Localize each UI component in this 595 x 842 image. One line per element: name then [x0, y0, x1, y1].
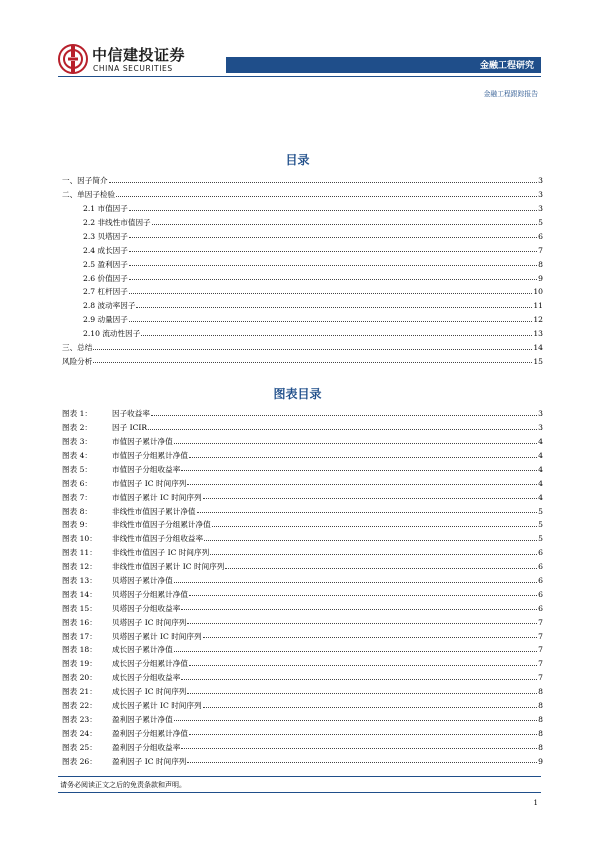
- figure-entry-page: 4: [538, 464, 543, 474]
- dot-leader: [225, 568, 537, 569]
- figure-entry-page: 7: [538, 659, 543, 669]
- dot-leader: [212, 526, 537, 527]
- figure-entry[interactable]: [62, 751, 543, 765]
- figure-entry-title: 成长因子累计 IC 时间序列: [112, 701, 202, 710]
- figure-entry-page: 4: [538, 492, 543, 502]
- figure-entry-label: [62, 633, 202, 641]
- figure-entry-number: 图表 23：: [62, 714, 97, 724]
- dot-leader: [136, 307, 532, 308]
- dot-leader: [148, 429, 537, 430]
- figure-entry-number: 图表 5：: [62, 464, 93, 474]
- toc-list: [62, 171, 543, 365]
- figure-entry-title: 市值因子 IC 时间序列: [112, 478, 187, 488]
- figure-entry-label: [62, 646, 173, 654]
- figure-entry-label: [62, 466, 180, 474]
- figure-entry-number: 图表 2：: [62, 423, 93, 433]
- figure-entry[interactable]: [62, 515, 543, 529]
- header-bar-label: 金融工程研究: [479, 61, 534, 71]
- toc-entry-page: 6: [538, 231, 543, 241]
- figure-entry-number: 图表 12：: [62, 562, 97, 572]
- toc-entry[interactable]: [62, 199, 543, 213]
- toc-entry-page: 3: [538, 204, 543, 214]
- dot-leader: [203, 637, 538, 638]
- figure-entry-number: 图表 18：: [62, 645, 97, 655]
- figure-entry-title: 非线性市值因子分组收益率: [112, 534, 204, 544]
- toc-entry-label: 二、单因子检验: [62, 190, 116, 200]
- figure-entry[interactable]: [62, 487, 543, 501]
- figure-entry-page: 9: [538, 756, 543, 766]
- figure-entry-label: [62, 549, 209, 557]
- dot-leader: [129, 321, 532, 322]
- figure-entry-page: 5: [538, 506, 543, 516]
- figure-entry-number: 图表 11：: [62, 548, 97, 558]
- figure-list: [62, 404, 543, 765]
- figure-entry-page: 7: [538, 645, 543, 655]
- toc-entry-page: 10: [533, 287, 543, 297]
- figure-entry-page: 6: [538, 575, 543, 585]
- figure-entry[interactable]: [62, 737, 543, 751]
- figure-entry-title: 盈利因子累计净值: [112, 714, 173, 724]
- figure-entry-number: 图表 3：: [62, 437, 93, 447]
- dot-leader: [210, 554, 537, 555]
- dot-leader: [152, 224, 538, 225]
- toc-entry-page: 15: [533, 356, 543, 366]
- report-type-label: 金融工程跟踪报告: [483, 90, 538, 98]
- figure-entry-label: [62, 410, 150, 418]
- figure-entry-label: [62, 730, 188, 738]
- figure-entry-title: 市值因子累计 IC 时间序列: [112, 492, 202, 502]
- figure-entry-page: 6: [538, 562, 543, 572]
- toc-entry[interactable]: [62, 310, 543, 324]
- dot-leader: [189, 457, 537, 458]
- toc-entry[interactable]: [62, 268, 543, 282]
- figure-entry[interactable]: [62, 682, 543, 696]
- dot-leader: [187, 484, 537, 485]
- toc-entry-label: 2.4 成长因子: [83, 245, 128, 255]
- figure-entry[interactable]: [62, 460, 543, 474]
- toc-entry-label: 三、总结: [62, 342, 93, 352]
- toc-entry-label: 2.7 杠杆因子: [83, 287, 128, 297]
- figure-entry-number: 图表 15：: [62, 603, 97, 613]
- dot-leader: [129, 293, 532, 294]
- figure-entry-label: [62, 521, 211, 529]
- figure-entry-title: 市值因子分组收益率: [112, 464, 181, 474]
- dot-leader: [181, 748, 537, 749]
- figure-entry[interactable]: [62, 557, 543, 571]
- figure-entry-page: 8: [538, 728, 543, 738]
- figure-entry-title: 成长因子 IC 时间序列: [112, 687, 187, 697]
- figure-entry[interactable]: [62, 432, 543, 446]
- dot-leader: [189, 734, 537, 735]
- toc-entry[interactable]: [62, 171, 543, 185]
- figure-entry-label: [62, 452, 188, 460]
- figure-entry-title: 市值因子分组累计净值: [112, 450, 188, 460]
- figure-entry-title: 非线性市值因子累计 IC 时间序列: [112, 562, 225, 572]
- dot-leader: [187, 762, 537, 763]
- brand-name-cn: 中信建投证券: [92, 46, 186, 64]
- figure-entry-number: 图表 14：: [62, 589, 97, 599]
- toc-entry-page: 13: [533, 329, 543, 339]
- figure-entry-label: [62, 563, 224, 571]
- figure-entry-page: 6: [538, 603, 543, 613]
- figure-entry-number: 图表 6：: [62, 478, 93, 488]
- figure-entry-page: 3: [538, 423, 543, 433]
- figure-entry-title: 非线性市值因子分组累计净值: [112, 520, 211, 530]
- toc-entry-page: 3: [538, 190, 543, 200]
- figure-entry-title: 成长因子分组累计净值: [112, 659, 188, 669]
- toc-entry-page: 5: [538, 217, 543, 227]
- toc-entry-page: 12: [533, 315, 543, 325]
- figure-entry-label: [62, 508, 196, 516]
- figure-entry-number: 图表 16：: [62, 617, 97, 627]
- figure-entry-label: [62, 577, 173, 585]
- figure-entry-number: 图表 4：: [62, 450, 93, 460]
- figure-entry-title: 非线性市值因子累计净值: [112, 506, 196, 516]
- figure-entry-page: 6: [538, 548, 543, 558]
- figure-entry[interactable]: [62, 571, 543, 585]
- dot-leader: [203, 707, 538, 708]
- toc-entry[interactable]: [62, 324, 543, 338]
- header-bar: [226, 57, 541, 73]
- figure-entry-label: [62, 480, 186, 488]
- dot-leader: [129, 265, 537, 266]
- toc-entry-page: 3: [538, 176, 543, 186]
- toc-entry-page: 8: [538, 259, 543, 269]
- dot-leader: [93, 349, 532, 350]
- figure-entry-number: 图表 24：: [62, 728, 97, 738]
- dot-leader: [189, 595, 537, 596]
- dot-leader: [174, 720, 537, 721]
- brand-name-en: CHINA SECURITIES: [93, 64, 173, 73]
- figure-entry-page: 5: [538, 534, 543, 544]
- figure-entry-page: 7: [538, 631, 543, 641]
- toc-entry[interactable]: [62, 254, 543, 268]
- dot-leader: [181, 470, 537, 471]
- dot-leader: [189, 665, 537, 666]
- dot-leader: [129, 279, 537, 280]
- dot-leader: [129, 237, 537, 238]
- figure-entry-title: 贝塔因子累计净值: [112, 575, 173, 585]
- figure-entry-label: [62, 424, 147, 432]
- dot-leader: [116, 196, 537, 197]
- figure-entry-page: 8: [538, 687, 543, 697]
- figure-entry-number: 图表 26：: [62, 756, 97, 766]
- figure-entry[interactable]: [62, 640, 543, 654]
- figure-entry-page: 7: [538, 673, 543, 683]
- figure-entry-label: [62, 438, 173, 446]
- figure-entry-title: 盈利因子 IC 时间序列: [112, 756, 187, 766]
- figure-entry[interactable]: [62, 696, 543, 710]
- figure-entry-label: [62, 702, 202, 710]
- page-number: 1: [533, 799, 538, 807]
- figure-entry-title: 成长因子分组收益率: [112, 673, 181, 683]
- toc-entry-page: 7: [538, 245, 543, 255]
- dot-leader: [197, 512, 538, 513]
- toc-entry[interactable]: [62, 296, 543, 310]
- figure-entry[interactable]: [62, 598, 543, 612]
- figure-entry-page: 7: [538, 617, 543, 627]
- toc-entry-label: 2.6 价值因子: [83, 273, 128, 283]
- dot-leader: [181, 609, 537, 610]
- figure-entry-title: 因子收益率: [112, 409, 150, 419]
- figure-entry-number: 图表 13：: [62, 575, 97, 585]
- dot-leader: [187, 623, 537, 624]
- dot-leader: [174, 582, 537, 583]
- toc-entry-label: 2.5 盈利因子: [83, 259, 128, 269]
- dot-leader: [129, 251, 537, 252]
- figure-entry-label: [62, 660, 188, 668]
- figure-entry-page: 8: [538, 742, 543, 752]
- figure-entry[interactable]: [62, 668, 543, 682]
- figure-entry-number: 图表 22：: [62, 701, 97, 710]
- toc-title: 目录: [285, 153, 310, 167]
- figure-entry-number: 图表 25：: [62, 742, 97, 752]
- figure-entry-page: 4: [538, 450, 543, 460]
- figure-entry-title: 因子 ICIR: [112, 423, 148, 433]
- dot-leader: [151, 415, 537, 416]
- figure-entry-page: 5: [538, 520, 543, 530]
- company-logo-icon: [58, 44, 88, 74]
- toc-entry-page: 9: [538, 273, 543, 283]
- figure-entry-page: 4: [538, 437, 543, 447]
- figure-entry[interactable]: [62, 418, 543, 432]
- figure-entry[interactable]: [62, 612, 543, 626]
- toc-entry[interactable]: [62, 338, 543, 352]
- dot-leader: [204, 540, 537, 541]
- figure-entry-title: 贝塔因子分组累计净值: [112, 589, 188, 599]
- figure-entry-title: 盈利因子分组累计净值: [112, 728, 188, 738]
- toc-entry-label: 2.1 市值因子: [83, 204, 128, 214]
- dot-leader: [203, 498, 538, 499]
- disclaimer-text: 请务必阅读正文之后的免责条款和声明。: [60, 781, 186, 789]
- figure-entry-label: [62, 605, 180, 613]
- toc-entry-label: 2.8 波动率因子: [83, 301, 136, 311]
- figure-entry-page: 8: [538, 701, 543, 710]
- figure-entry-number: 图表 21：: [62, 687, 97, 697]
- figure-entry-label: [62, 744, 180, 752]
- figure-entry-label: [62, 619, 186, 627]
- figure-entry-page: 6: [538, 589, 543, 599]
- figure-entry-title: 贝塔因子 IC 时间序列: [112, 617, 187, 627]
- toc-entry-label: 2.10 流动性因子: [83, 329, 141, 339]
- toc-entry[interactable]: [62, 240, 543, 254]
- toc-entry-label: 一、因子简介: [62, 176, 108, 186]
- figure-entry[interactable]: [62, 710, 543, 724]
- figure-entry[interactable]: [62, 585, 543, 599]
- figure-entry[interactable]: [62, 446, 543, 460]
- toc-entry[interactable]: [62, 185, 543, 199]
- figure-entry[interactable]: [62, 723, 543, 737]
- figure-entry-number: 图表 19：: [62, 659, 97, 669]
- figure-entry[interactable]: [62, 404, 543, 418]
- toc-entry-label: 2.9 动量因子: [83, 315, 128, 325]
- toc-entry-label: 2.2 非线性市值因子: [83, 217, 151, 227]
- figure-entry-number: 图表 20：: [62, 673, 97, 683]
- footer-divider-bottom: [58, 792, 541, 793]
- figure-entry-label: [62, 535, 203, 543]
- toc-entry-page: 14: [533, 342, 543, 352]
- toc-entry-label: 2.3 贝塔因子: [83, 231, 128, 241]
- figure-entry[interactable]: [62, 501, 543, 515]
- figure-entry-title: 贝塔因子分组收益率: [112, 603, 181, 613]
- figure-entry-title: 盈利因子分组收益率: [112, 742, 181, 752]
- figure-entry-title: 贝塔因子累计 IC 时间序列: [112, 631, 202, 641]
- figure-entry-number: 图表 17：: [62, 631, 97, 641]
- dot-leader: [141, 335, 532, 336]
- figure-entry-label: [62, 494, 202, 502]
- figure-entry-page: 4: [538, 478, 543, 488]
- figure-entry-label: [62, 674, 180, 682]
- dot-leader: [174, 651, 537, 652]
- dot-leader: [109, 182, 538, 183]
- figure-entry-title: 成长因子累计净值: [112, 645, 173, 655]
- toc-entry-label: 风险分析: [62, 356, 93, 366]
- header-divider: [58, 76, 541, 77]
- figure-entry-page: 3: [538, 409, 543, 419]
- dot-leader: [93, 362, 532, 363]
- figure-entry[interactable]: [62, 473, 543, 487]
- figure-entry-number: 图表 8：: [62, 506, 93, 516]
- figure-entry[interactable]: [62, 529, 543, 543]
- figure-entry-label: [62, 758, 186, 766]
- figure-entry-number: 图表 1：: [62, 409, 93, 419]
- figure-entry-number: 图表 10：: [62, 534, 97, 544]
- footer-divider-top: [58, 776, 541, 777]
- toc-entry-page: 11: [533, 301, 543, 311]
- figure-entry[interactable]: [62, 654, 543, 668]
- toc-entry[interactable]: [62, 352, 543, 366]
- figure-entry-title: 市值因子累计净值: [112, 437, 173, 447]
- figure-entry-label: [62, 688, 186, 696]
- figure-list-title: 图表目录: [273, 387, 322, 401]
- figure-entry-number: 图表 7：: [62, 492, 93, 502]
- figure-entry-label: [62, 716, 173, 724]
- figure-entry-number: 图表 9：: [62, 520, 93, 530]
- figure-entry-title: 非线性市值因子 IC 时间序列: [112, 548, 210, 558]
- dot-leader: [129, 210, 537, 211]
- dot-leader: [181, 679, 537, 680]
- dot-leader: [187, 693, 537, 694]
- figure-entry-page: 8: [538, 714, 543, 724]
- toc-entry[interactable]: [62, 213, 543, 227]
- toc-entry[interactable]: [62, 227, 543, 241]
- dot-leader: [174, 443, 537, 444]
- toc-entry[interactable]: [62, 282, 543, 296]
- figure-entry[interactable]: [62, 626, 543, 640]
- figure-entry[interactable]: [62, 543, 543, 557]
- figure-entry-label: [62, 591, 188, 599]
